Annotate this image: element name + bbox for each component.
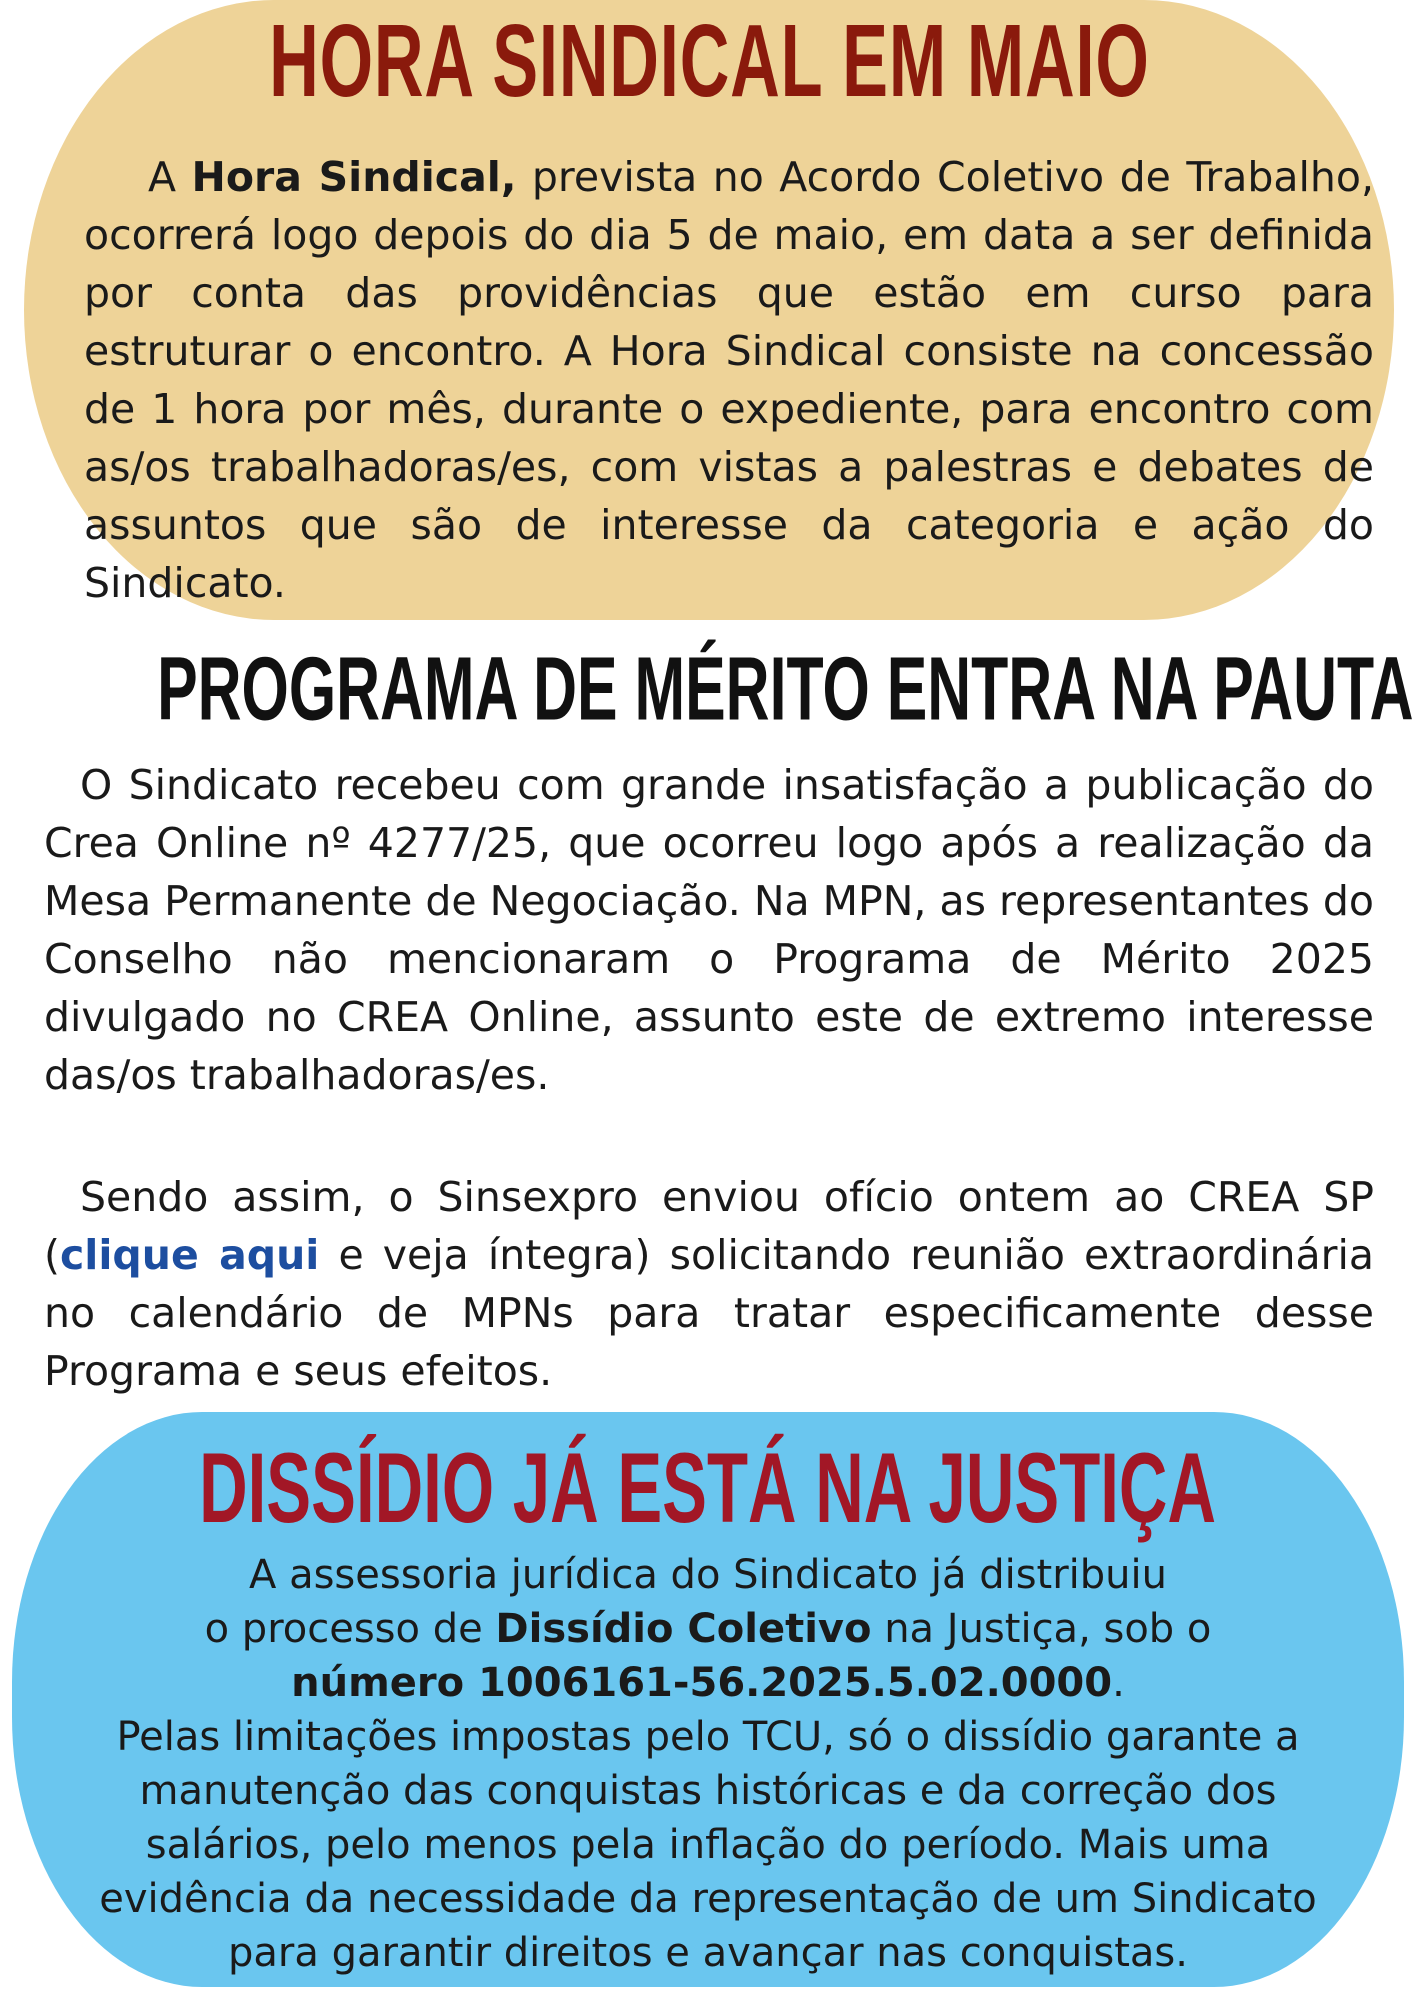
dissidio-line-8: para garantir direitos e avançar nas conquistas. bbox=[228, 1930, 1188, 1976]
paragraph-2-after-link: e veja íntegra) solicitando reunião extraordinária no calendário de MPNs para tratar especificamente desse Programa e seus efeitos. bbox=[44, 1231, 1374, 1395]
process-number-period: . bbox=[1112, 1660, 1125, 1706]
paragraph-2-before-link: Sendo assim, o Sinsexpro enviou ofício ontem ao CREA SP ( bbox=[44, 1173, 1374, 1279]
dissidio-title bbox=[12, 1432, 1404, 1544]
hora-sindical-lead-bold: Hora Sindical, bbox=[191, 153, 517, 201]
dissidio-coletivo-bold: Dissídio Coletivo bbox=[495, 1606, 872, 1652]
hora-sindical-lead: A bbox=[148, 153, 192, 201]
dissidio-line-6: salários, pelo menos pela inflação do período. Mais uma bbox=[145, 1822, 1271, 1868]
dissidio-line-2 bbox=[62, 1602, 1354, 1656]
programa-merito-paragraph-2 bbox=[44, 1168, 1374, 1400]
dissidio-line-7: evidência da necessidade da representação de um Sindicato bbox=[99, 1876, 1317, 1922]
process-number: número 1006161-56.2025.5.02.0000 bbox=[291, 1660, 1113, 1706]
programa-merito-paragraph-1: O Sindicato recebeu com grande insatisfação a publicação do Crea Online nº 4277/25, que ocorreu logo após a realização da Mesa Permanente de Negociação. Na MPN, as representantes do Conselho não mencionaram o Programa de Mérito 2025 divulgado no CREA Online, assunto este de extremo interesse das/os trabalhadoras/es. bbox=[44, 761, 1374, 1099]
dissidio-line-5: manutenção das conquistas históricas e da correção dos bbox=[139, 1768, 1277, 1814]
dissidio-title-text: DISSÍDIO JÁ ESTÁ NA JUSTIÇA bbox=[199, 1432, 1217, 1544]
clique-aqui-link[interactable]: clique aqui bbox=[60, 1231, 320, 1279]
hora-sindical-text: prevista no Acordo Coletivo de Trabalho, ocorrerá logo depois do dia 5 de maio, em data a ser definida por conta das providências que estão em curso para estruturar o encontro. A Hora Sindical consiste na concessão de 1 hora por mês, durante o expediente, para encontro com as/os trabalhadoras/es, com vistas a palestras e debates de assuntos que são de interesse da categoria e ação do Sindicato. bbox=[84, 153, 1374, 607]
hora-sindical-body bbox=[84, 148, 1374, 612]
dissidio-line-2-before: o processo de bbox=[204, 1606, 496, 1652]
dissidio-line-3 bbox=[62, 1656, 1354, 1710]
programa-merito-title-text: PROGRAMA DE MÉRITO ENTRA NA PAUTA bbox=[157, 639, 1414, 740]
dissidio-line-4: Pelas limitações impostas pelo TCU, só o dissídio garante a bbox=[116, 1714, 1300, 1760]
programa-merito-title bbox=[0, 639, 1414, 740]
hora-sindical-section bbox=[24, 0, 1394, 620]
dissidio-body bbox=[62, 1548, 1354, 1980]
dissidio-line-2-after: na Justiça, sob o bbox=[871, 1606, 1212, 1652]
hora-sindical-title-text: HORA SINDICAL EM MAIO bbox=[268, 3, 1150, 119]
dissidio-line-1: A assessoria jurídica do Sindicato já distribuiu bbox=[248, 1552, 1167, 1598]
dissidio-section bbox=[12, 1412, 1404, 1987]
hora-sindical-title bbox=[24, 3, 1394, 119]
